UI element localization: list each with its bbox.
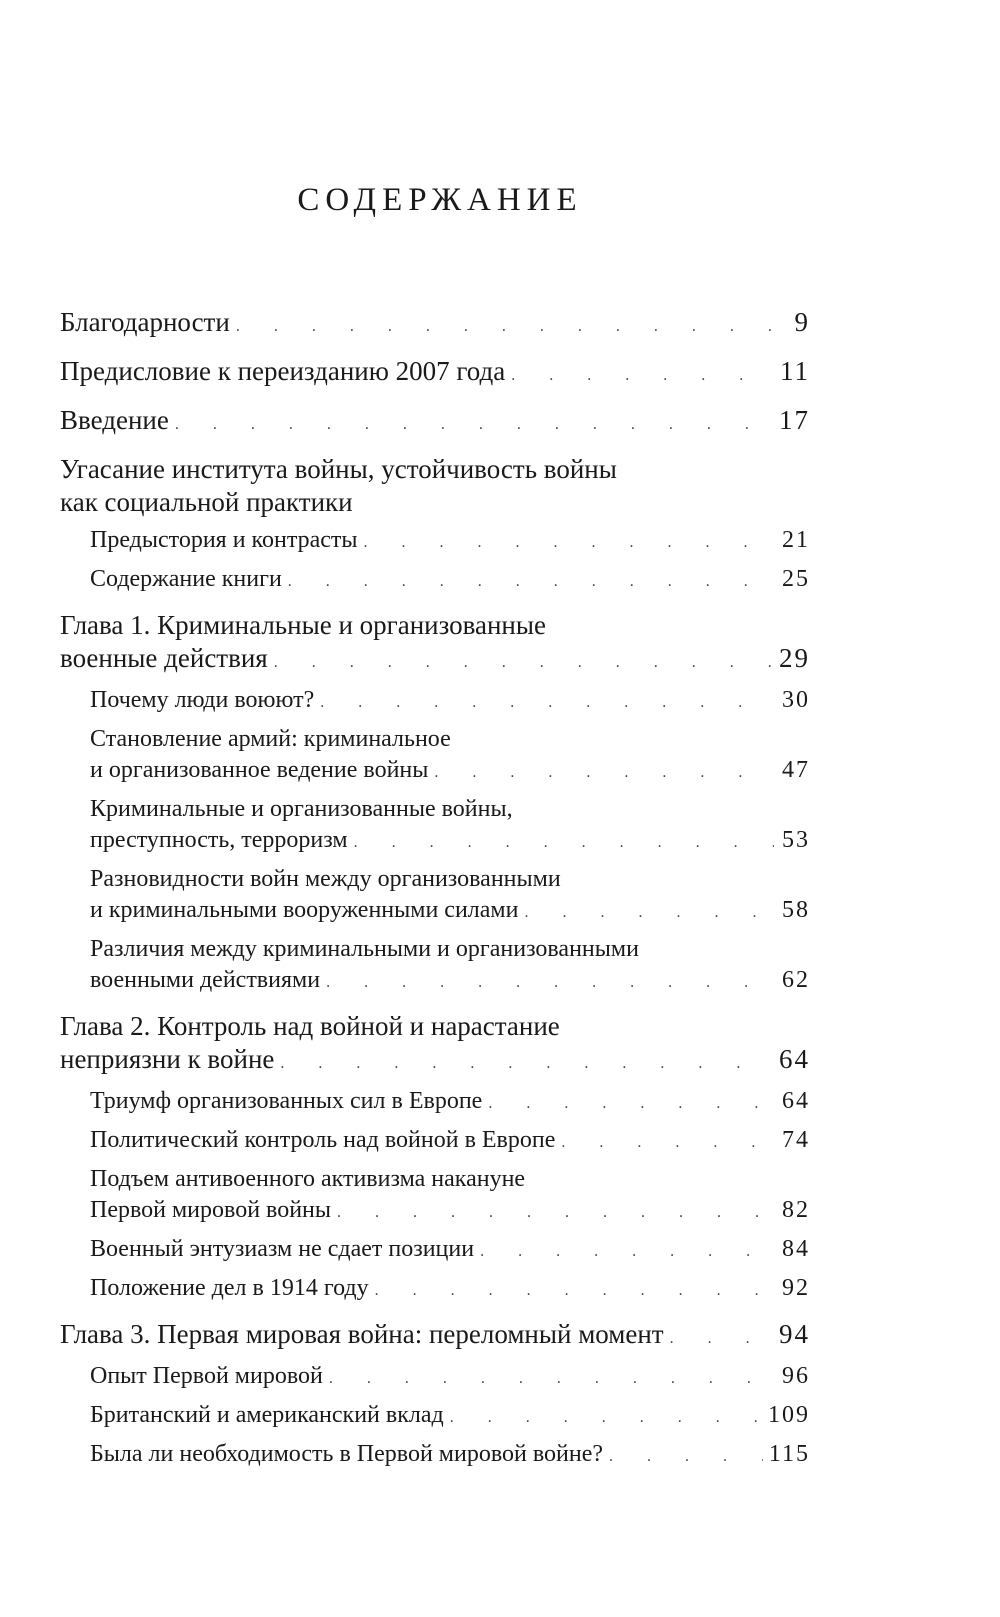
toc-entry-title-line: Политический контроль над войной в Европе [90, 1127, 556, 1153]
toc-entry-title-line: преступность, терроризм [90, 827, 348, 853]
toc-entry-title-line: Становление армий: криминальное [90, 726, 451, 752]
toc-entry-title-line: Первой мировой войны [90, 1197, 332, 1223]
toc-entry-row [90, 1273, 810, 1306]
toc-entry-title-line: Глава 3. Первая мировая война: переломный момент [60, 1319, 664, 1349]
toc-entry-row [90, 1361, 810, 1394]
page-number: 62 [782, 967, 810, 993]
toc-entry-title-line: Предисловие к переизданию 2007 года [60, 356, 506, 386]
toc-entry-title-line: как социальной практики [60, 487, 353, 517]
toc-entry-row [60, 1043, 810, 1080]
toc-entry-row [60, 306, 810, 343]
page-number: 53 [782, 827, 810, 853]
toc-section-entry [60, 794, 810, 858]
dot-leader [236, 310, 774, 343]
dot-leader [288, 566, 774, 597]
toc-chapter-entry [60, 1010, 810, 1080]
page-number: 64 [782, 1088, 810, 1114]
dot-leader [280, 1047, 773, 1080]
dot-leader [320, 687, 774, 718]
dot-leader [337, 1197, 774, 1228]
toc-entry-title-line: Подъем антивоенного активизма накануне [90, 1166, 526, 1192]
dot-leader [326, 967, 774, 998]
toc-entry-row [90, 1125, 810, 1158]
toc-entry-title-line: Военный энтузиазм не сдает позиции [90, 1236, 475, 1262]
toc-entry-title-line: военные действия [60, 643, 268, 673]
page-number: 21 [782, 527, 810, 553]
toc-entry-title-line: и криминальными вооруженными силами [90, 897, 519, 923]
toc-entry-row [60, 642, 810, 679]
toc-entry-title-line: неприязни к войне [60, 1044, 275, 1074]
page-number: 30 [782, 687, 810, 713]
toc-entry-title-line: Британский и американский вклад [90, 1402, 444, 1428]
dot-leader [450, 1402, 762, 1433]
toc-entry-row [90, 1086, 810, 1119]
toc-section-entry [60, 864, 810, 928]
toc-entry-title-line: Глава 1. Криминальные и организованные [60, 610, 546, 640]
dot-leader [480, 1236, 774, 1267]
dot-leader [274, 646, 773, 679]
dot-leader [524, 897, 774, 928]
toc-entry-row [60, 486, 810, 519]
toc-entry-title-line: Почему люди воюют? [90, 687, 315, 713]
toc-section-entry [60, 1361, 810, 1394]
page-number: 11 [780, 356, 810, 386]
toc-entry-row [90, 825, 810, 858]
toc-section-entry [60, 1439, 810, 1472]
toc-section-entry [60, 1086, 810, 1119]
toc-entry-row [90, 1195, 810, 1228]
toc-chapter-entry [60, 609, 810, 679]
toc-entry-row [90, 965, 810, 998]
page-number: 58 [782, 897, 810, 923]
table-of-contents [60, 300, 810, 1472]
toc-entry-row [60, 1318, 810, 1355]
toc-entry-row [90, 1439, 810, 1472]
toc-section-entry [60, 525, 810, 558]
toc-entry-title-line: Содержание книги [90, 566, 282, 592]
toc-chapter-entry [60, 1318, 810, 1355]
toc-entry-title-line: Положение дел в 1914 году [90, 1275, 369, 1301]
toc-entry-title-line: Глава 2. Контроль над войной и нарастание [60, 1011, 560, 1041]
toc-chapter-entry [60, 404, 810, 441]
toc-entry-row [60, 355, 810, 392]
page-number: 109 [768, 1402, 810, 1428]
toc-chapter-entry [60, 453, 810, 519]
page-number: 82 [782, 1197, 810, 1223]
toc-section-entry [60, 1164, 810, 1228]
toc-entry-title-line: Благодарности [60, 307, 230, 337]
toc-section-entry [60, 1234, 810, 1267]
dot-leader [561, 1127, 774, 1158]
dot-leader [375, 1275, 774, 1306]
toc-entry-row [90, 685, 810, 718]
toc-entry-title-line: Разновидности войн между организованными [90, 866, 561, 892]
page-number: 25 [782, 566, 810, 592]
page-number: 9 [794, 307, 810, 337]
toc-section-entry [60, 934, 810, 998]
dot-leader [175, 408, 773, 441]
dot-leader [488, 1088, 774, 1119]
toc-entry-title-line: Криминальные и организованные войны, [90, 796, 513, 822]
page-title: СОДЕРЖАНИЕ [297, 182, 583, 218]
toc-entry-title-line: и организованное ведение войны [90, 757, 429, 783]
toc-entry-title-line: Предыстория и контрасты [90, 527, 358, 553]
toc-entry-title-line: военными действиями [90, 967, 321, 993]
toc-entry-row [90, 755, 810, 788]
toc-entry-title-line: Триумф организованных сил в Европе [90, 1088, 483, 1114]
dot-leader [364, 527, 774, 558]
page-number: 92 [782, 1275, 810, 1301]
toc-entry-row [60, 404, 810, 441]
toc-entry-title-line: Опыт Первой мировой [90, 1363, 323, 1389]
dot-leader [354, 827, 774, 858]
toc-section-entry [60, 1400, 810, 1433]
page-number: 47 [782, 757, 810, 783]
page-number: 94 [779, 1319, 810, 1349]
page-number: 96 [782, 1363, 810, 1389]
toc-section-entry [60, 1273, 810, 1306]
toc-entry-row [90, 1234, 810, 1267]
toc-entry-title-line: Введение [60, 405, 169, 435]
toc-section-entry [60, 685, 810, 718]
dot-leader [609, 1441, 763, 1472]
toc-entry-title-line: Различия между криминальными и организованными [90, 936, 639, 962]
toc-section-entry [60, 1125, 810, 1158]
dot-leader [670, 1322, 773, 1355]
toc-section-entry [60, 564, 810, 597]
page-number: 84 [782, 1236, 810, 1262]
dot-leader [329, 1363, 774, 1394]
toc-entry-row [90, 1400, 810, 1433]
dot-leader [511, 359, 774, 392]
page-number: 17 [779, 405, 810, 435]
page-number: 64 [779, 1044, 810, 1074]
toc-chapter-entry [60, 306, 810, 343]
toc-entry-title-line: Угасание института войны, устойчивость войны [60, 454, 617, 484]
toc-chapter-entry [60, 355, 810, 392]
toc-section-entry [60, 724, 810, 788]
toc-entry-row [90, 525, 810, 558]
page-number: 74 [782, 1127, 810, 1153]
dot-leader [434, 757, 774, 788]
page-number: 29 [779, 643, 810, 673]
toc-entry-row [90, 895, 810, 928]
toc-entry-row [90, 564, 810, 597]
page-number: 115 [768, 1441, 810, 1467]
toc-entry-title-line: Была ли необходимость в Первой мировой войне? [90, 1441, 603, 1467]
